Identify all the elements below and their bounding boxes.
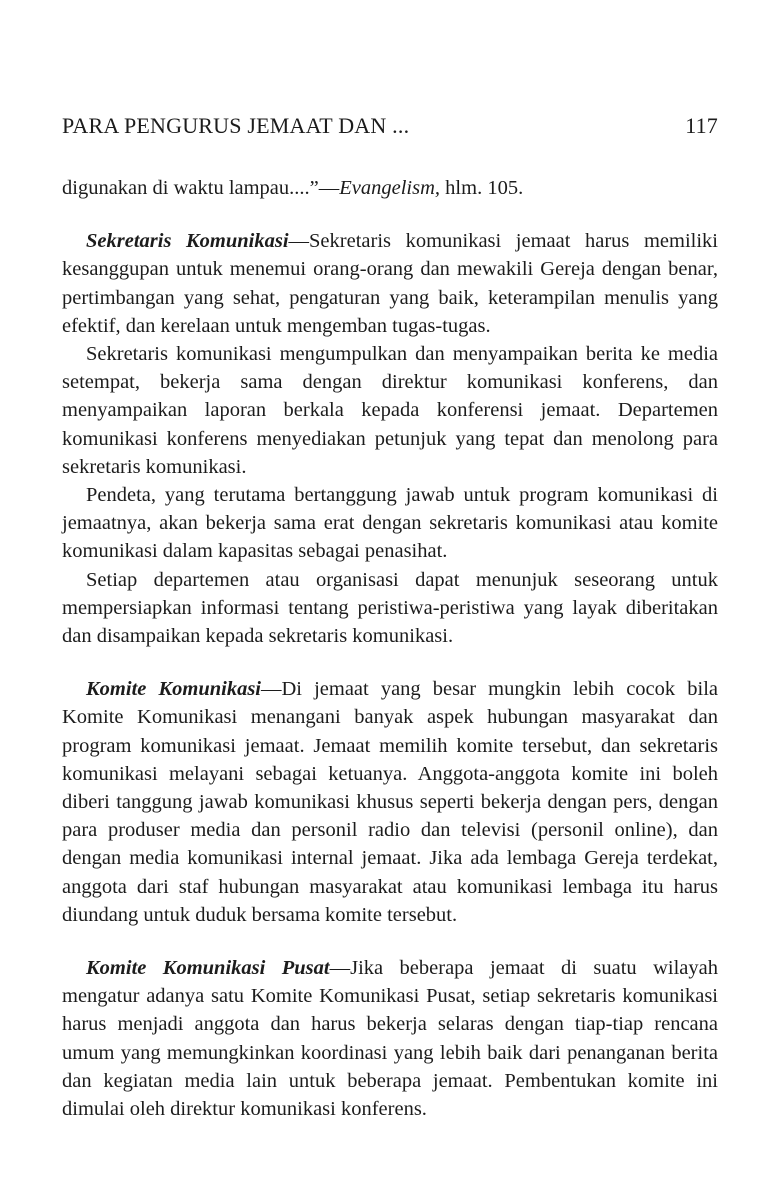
komite-paragraph xyxy=(62,675,718,929)
sekretaris-paragraph-3: Pendeta, yang terutama bertanggung jawab untuk program komunikasi di jemaatnya, akan bekerja sama erat dengan sekretaris komunikasi atau komite komunikasi dalam kapasitas sebagai penasihat. xyxy=(62,484,718,563)
komite-p1-text: —Di jemaat yang besar mungkin lebih cocok bila Komite Komunikasi menangani banyak aspek hubungan masyarakat dan program komunikasi jemaat. Jemaat memilih komite tersebut, dan sekretaris komunikasi melayani sebagai ketuanya. Anggota-anggota komite ini boleh diberi tanggung jawab komunikasi khusus seperti bekerja dengan pers, dengan para produser media dan personil radio dan televisi (personil online), dan dengan media komunikasi internal jemaat. Jika ada lembaga Gereja terdekat, anggota dari staf hubungan masyarakat atau komunikasi lembaga itu harus diundang untuk duduk bersama komite tersebut. xyxy=(62,678,718,926)
intro-reference: hlm. 105. xyxy=(440,177,524,199)
sekretaris-p1-text: —Sekretaris komunikasi jemaat harus memiliki kesanggupan untuk menemui orang-orang dan mewakili Gereja dengan benar, pertimbangan yang sehat, pengaturan yang baik, keterampilan menulis yang efektif, dan kerelaan untuk mengemban tugas-tugas. xyxy=(62,230,718,337)
sekretaris-heading: Sekretaris Komunikasi xyxy=(86,230,289,253)
sekretaris-paragraph-4: Setiap departemen atau organisasi dapat menunjuk seseorang untuk mempersiapkan informasi tentang peristiwa-peristiwa yang layak diberitakan dan disampaikan kepada sekretaris komunikasi. xyxy=(62,568,718,648)
sekretaris-paragraph-1 xyxy=(62,227,718,340)
running-title: PARA PENGURUS JEMAAT DAN ... xyxy=(62,113,410,138)
page-number: 117 xyxy=(685,113,718,138)
pusat-p1-text: —Jika beberapa jemaat di suatu wilayah mengatur adanya satu Komite Komunikasi Pusat, setiap sekretaris komunikasi harus menjadi anggota dan harus bekerja selaras dengan tiap-tiap rencana umum yang memungkinkan koordinasi yang lebih baik dari penanganan berita dan kegiatan media lain untuk beberapa jemaat. Pembentukan komite ini dimulai oleh direktur komunikasi konferens. xyxy=(62,957,718,1121)
pusat-heading: Komite Komunikasi Pusat xyxy=(86,957,330,980)
sekretaris-paragraph-2: Sekretaris komunikasi mengumpulkan dan menyampaikan berita ke media setempat, bekerja sama dengan direktur komunikasi konferens, dan menyampaikan laporan berkala kepada konferensi jemaat. Departemen komunikasi konferens menyediakan petunjuk yang tepat dan menolong para sekretaris komunikasi. xyxy=(62,343,718,478)
intro-text: digunakan di waktu lampau....”— xyxy=(62,177,340,199)
running-header xyxy=(62,113,718,139)
intro-citation: Evangelism, xyxy=(339,177,441,199)
intro-paragraph xyxy=(62,174,718,202)
page-body xyxy=(62,174,718,1123)
komite-heading: Komite Komunikasi xyxy=(86,678,261,701)
pusat-paragraph xyxy=(62,954,718,1123)
